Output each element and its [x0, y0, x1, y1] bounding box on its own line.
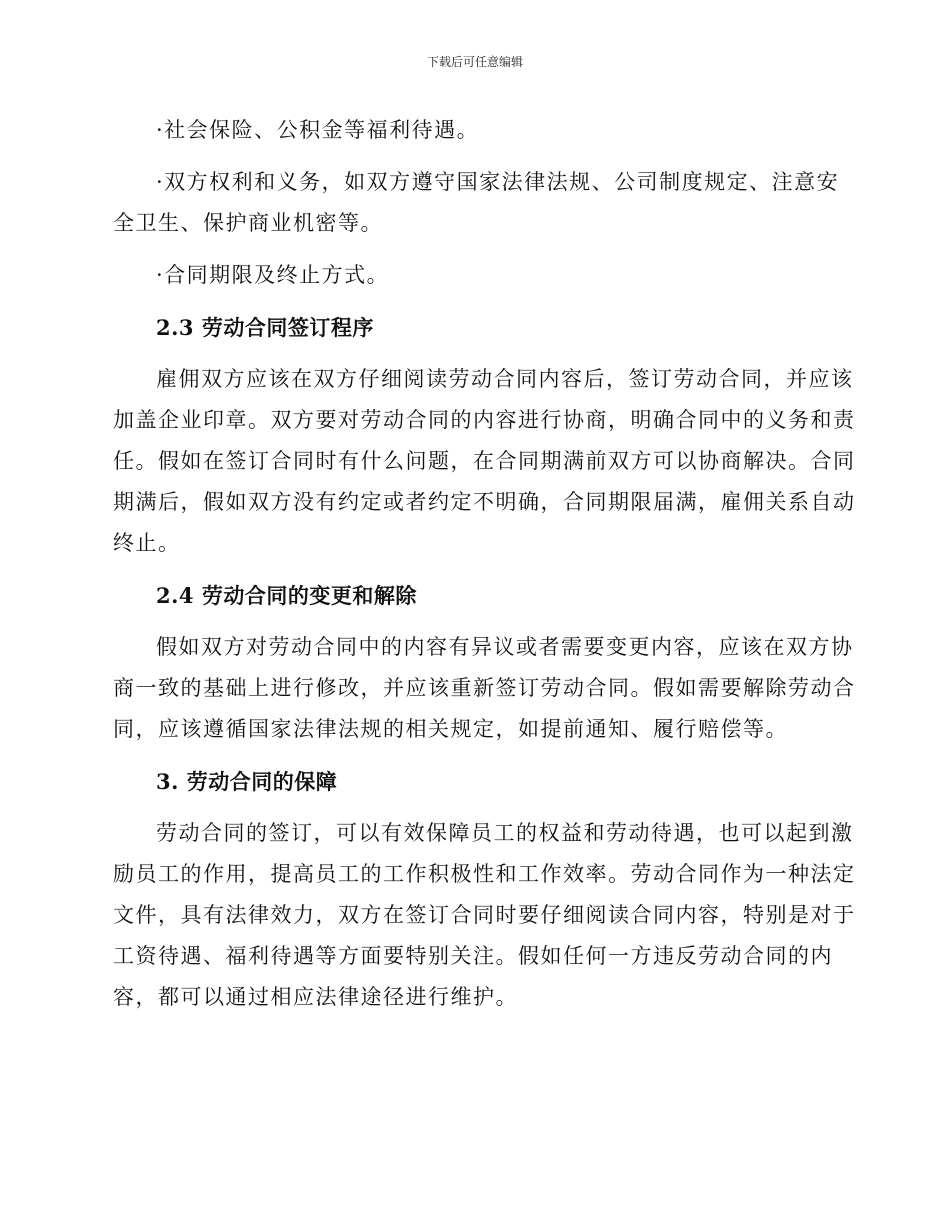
- bullet-item: [113, 110, 833, 151]
- paragraph-line: 商一致的基础上进行修改，并应该重新签订劳动合同。假如需要解除劳动合: [113, 676, 856, 700]
- paragraph-line: 励员工的作用，提高员工的工作积极性和工作效率。劳动合同作为一种法定: [113, 862, 856, 886]
- section-heading: 3. 劳动合同的保障: [156, 769, 338, 794]
- bullet-item: [113, 255, 833, 296]
- paragraph-line: 雇佣双方应该在双方仔细阅读劳动合同内容后，签订劳动合同，并应该: [156, 367, 854, 391]
- document-body: [113, 110, 856, 1018]
- paragraph: [113, 813, 856, 1018]
- bullet-line: 全卫生、保护商业机密等。: [113, 211, 383, 235]
- paragraph-line: 劳动合同的签订，可以有效保障员工的权益和劳动待遇，也可以起到激: [156, 821, 854, 845]
- paragraph-line: 工资待遇、福利待遇等方面要特别关注。假如任何一方违反劳动合同的内: [113, 944, 833, 968]
- paragraph-line: 任。假如在签订合同时有什么问题，在合同期满前双方可以协商解决。合同: [113, 449, 856, 473]
- bullet-item: [113, 162, 840, 244]
- paragraph-line: 加盖企业印章。双方要对劳动合同的内容进行协商，明确合同中的义务和责: [113, 408, 856, 432]
- paragraph-line: 终止。: [113, 531, 181, 555]
- section-heading: 2.4 劳动合同的变更和解除: [156, 583, 417, 608]
- paragraph-line: 期满后，假如双方没有约定或者约定不明确，合同期限届满，雇佣关系自动: [113, 490, 856, 514]
- paragraph: [113, 627, 856, 750]
- section-heading: 2.3 劳动合同签订程序: [156, 315, 374, 340]
- page-header: 下载后可任意编辑: [426, 55, 523, 69]
- paragraph-line: 容，都可以通过相应法律途径进行维护。: [113, 985, 518, 1009]
- paragraph-line: 文件，具有法律效力，双方在签订合同时要仔细阅读合同内容，特别是对于: [113, 903, 856, 927]
- paragraph-line: 假如双方对劳动合同中的内容有异议或者需要变更内容，应该在双方协: [156, 635, 854, 659]
- paragraph-line: 同，应该遵循国家法律法规的相关规定，如提前通知、履行赔偿等。: [113, 717, 788, 741]
- bullet-line: ·社会保险、公积金等福利待遇。: [156, 118, 480, 142]
- bullet-line: ·双方权利和义务，如双方遵守国家法律法规、公司制度规定、注意安: [156, 170, 840, 194]
- paragraph: [113, 359, 856, 564]
- bullet-line: ·合同期限及终止方式。: [156, 263, 390, 287]
